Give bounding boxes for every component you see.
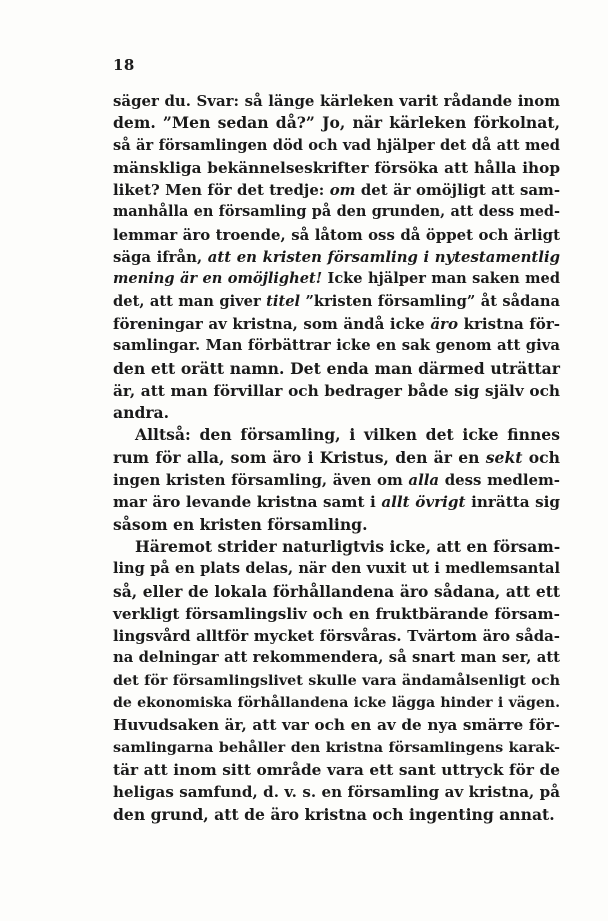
italic-text: allt övrigt [381, 493, 466, 512]
text-segment: kristna för- [458, 314, 560, 333]
text-segment: föreningar av kristna, som ändå icke [113, 314, 431, 333]
text-line: Huvudsaken är, att var och en av de nya smärre för- [113, 716, 560, 735]
text-line: lemmar äro troende, så låtom oss då öppet och ärligt [113, 225, 560, 244]
text-line: är, att man förvillar och bedrager både sig själv och [113, 381, 560, 400]
text-line: Alltså: den församling, i vilken det icke finnes [135, 425, 560, 445]
text-line: heligas samfund, d. v. s. en församling av kristna, på [113, 783, 560, 802]
text-line: Häremot strider naturligtvis icke, att en försam- [135, 536, 561, 556]
text-line [113, 268, 560, 290]
text-line: så, eller de lokala förhållandena äro sådana, att ett [113, 581, 560, 601]
text-line: säger du. Svar: så länge kärleken varit rådande inom [113, 92, 560, 110]
text-line: verkligt församlingsliv och en fruktbärande försam- [113, 604, 560, 623]
text-segment: mar äro levande kristna samt i [113, 493, 382, 512]
text-segment: säga ifrån, [113, 248, 208, 267]
text-line: den grund, att de äro kristna och ingenting annat. [113, 804, 555, 824]
text-line [113, 469, 560, 491]
text-segment: inrätta sig [465, 493, 560, 512]
text-line: såsom en kristen församling. [113, 514, 368, 534]
text-line [113, 291, 560, 313]
text-segment: rum för alla, som äro i Kristus, den är en [113, 447, 486, 467]
text-line: andra. [113, 403, 170, 423]
text-segment: det är omöjligt att sam- [355, 181, 560, 200]
page-number: 18 [113, 56, 135, 74]
italic-text: om [329, 181, 356, 200]
text-line [113, 313, 560, 335]
italic-text: sekt [485, 447, 523, 467]
text-line: samlingar. Man förbättrar icke en sak genom att giva [113, 337, 560, 355]
text-line: den ett orätt namn. Det enda man därmed uträttar [113, 358, 560, 378]
text-line: na delningar att rekommendera, så snart man ser, att [113, 649, 560, 667]
text-line: tär att inom sitt område vara ett sant uttryck för de [113, 760, 560, 779]
italic-text: äro [430, 314, 459, 333]
text-segment: ingen kristen församling, även om [113, 471, 409, 490]
text-segment: Icke hjälper man saken med [322, 270, 560, 288]
text-line [113, 179, 560, 201]
text-line [113, 447, 560, 469]
text-line: mänskliga bekännelseskrifter försöka att hålla ihop [113, 158, 560, 177]
text-segment: liket? Men för det tredje: [113, 181, 330, 200]
text-line: lingsvård alltför mycket försvåras. Tvärtom äro såda- [113, 627, 560, 646]
text-line: ling på en plats delas, när den vuxit ut i medlemsantal [113, 560, 560, 578]
text-line: dem. ”Men sedan då?” Jo, när kärleken förkolnat, [113, 113, 560, 133]
body-text [113, 90, 560, 826]
italic-text: alla [408, 471, 440, 490]
text-segment: dess medlem- [439, 471, 561, 490]
text-segment: och [522, 447, 560, 467]
text-line: så är församlingen död och vad hjälper det då att med [113, 136, 560, 154]
italic-text: titel [266, 292, 301, 310]
text-line [113, 246, 560, 268]
text-line: samlingarna behåller den kristna församlingens karak- [113, 739, 560, 756]
text-line: det för församlingslivet skulle vara ändamålsenligt och [113, 672, 560, 689]
italic-text: mening är en omöjlighet! [113, 270, 323, 288]
text-line: manhålla en församling på den grunden, att dess med- [113, 203, 560, 221]
italic-text: att en kristen församling i nytestamentlig [207, 248, 560, 267]
text-segment: ”kristen församling” åt sådana [300, 292, 560, 310]
text-segment: det, att man giver [113, 292, 267, 310]
text-line: de ekonomiska förhållandena icke lägga hinder i vägen. [113, 695, 560, 712]
text-line [113, 491, 560, 513]
